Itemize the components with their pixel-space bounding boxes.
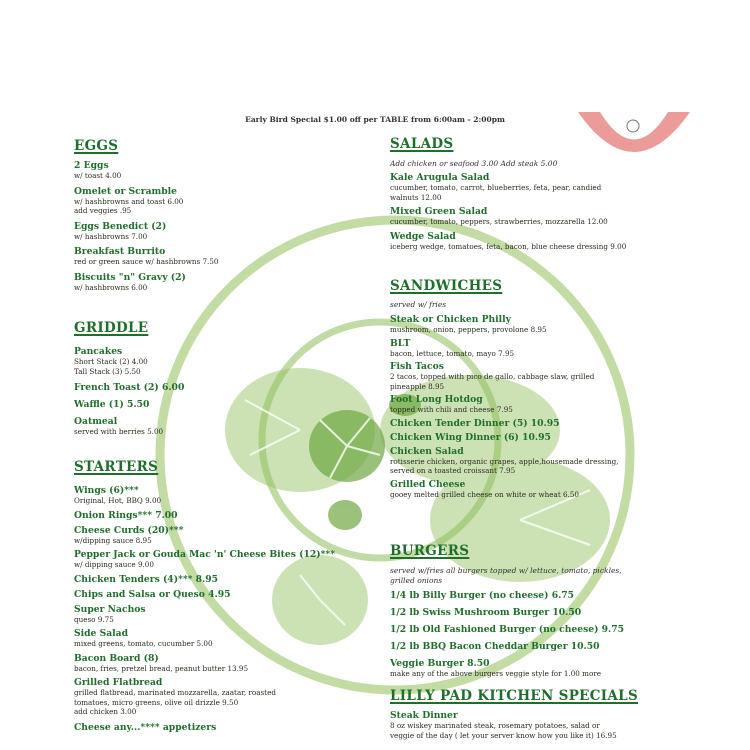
menu-item-name: Steak Dinner — [390, 710, 458, 721]
starters-items — [74, 485, 374, 733]
menu-item-description — [74, 536, 374, 546]
menu-item-description — [390, 242, 690, 252]
description-line: served with berries 5.00 — [74, 427, 164, 436]
menu-item — [74, 510, 374, 521]
section-starters — [74, 459, 158, 475]
menu-item — [74, 382, 374, 393]
menu-item-name: Chicken Tender Dinner (5) 10.95 — [390, 417, 560, 429]
description-line: cucumber, tomato, carrot, blueberries, feta, pear, candied — [390, 183, 602, 192]
menu-item-name: French Toast (2) 6.00 — [74, 382, 185, 393]
menu-item — [74, 186, 374, 216]
menu-item-description — [74, 688, 374, 717]
menu-item — [390, 624, 690, 635]
description-line: w/ hashbrowns 7.00 — [74, 231, 148, 241]
menu-item-name: Pepper Jack or Gouda Mac 'n' Cheese Bites (12)*** — [74, 549, 336, 560]
description-line: bacon, fries, pretzel bread, peanut butter 13.95 — [74, 663, 249, 673]
menu-item-name: Kale Arugula Salad — [390, 172, 490, 183]
menu-item-name: Bacon Board (8) — [74, 652, 159, 664]
menu-item-name: Pancakes — [74, 346, 123, 357]
section-title: SANDWICHES — [390, 278, 503, 294]
section-salads — [390, 136, 453, 152]
menu-item-name: 1/4 lb Billy Burger (no cheese) 6.75 — [390, 590, 575, 601]
section-griddle — [74, 320, 148, 336]
menu-item-description — [74, 357, 374, 376]
menu-item — [74, 549, 374, 570]
description-line: Tall Stack (3) 5.50 — [74, 366, 141, 376]
menu-item — [74, 246, 374, 267]
menu-item — [390, 418, 690, 429]
menu-item-name: Fish Tacos — [390, 361, 444, 372]
menu-item-description — [74, 197, 374, 216]
menu-item — [74, 722, 374, 733]
menu-item — [390, 479, 690, 500]
menu-item-name: Wedge Salad — [390, 230, 456, 242]
menu-item-name: Breakfast Burrito — [74, 246, 166, 257]
menu-item — [390, 432, 690, 443]
menu-item-description — [74, 427, 374, 437]
menu-item-name: Waffle (1) 5.50 — [74, 399, 150, 410]
menu-item-name: Side Salad — [74, 628, 129, 639]
description-line: tomatoes, micro greens, olive oil drizzle 9.50 — [74, 697, 239, 707]
description-line: mushroom, onion, peppers, provolone 8.95 — [390, 325, 547, 334]
menu-item-name: Foot Long Hotdog — [390, 394, 483, 405]
section-specials — [390, 688, 638, 704]
menu-item-name: Cheese Curds (20)*** — [74, 524, 184, 536]
description-line: w/ hashbrowns 6.00 — [74, 282, 148, 292]
specials-items — [390, 710, 690, 740]
menu-item — [74, 604, 374, 625]
menu-item — [390, 658, 690, 679]
menu-item-description — [390, 490, 690, 500]
description-line: Original, Hot, BBQ 9.00 — [74, 496, 162, 505]
sandwiches-note: served w/ fries — [390, 300, 447, 309]
menu-item-name: Cheese any...**** appetizers — [74, 721, 217, 733]
description-line: Short Stack (2) 4.00 — [74, 357, 148, 366]
menu-item — [74, 416, 374, 437]
description-line: pineapple 8.95 — [390, 381, 445, 391]
description-line: add veggies .95 — [74, 206, 132, 215]
menu-item-name: BLT — [390, 337, 411, 349]
description-line: served on a toasted croissant 7.95 — [390, 466, 516, 475]
menu-item-description — [74, 257, 374, 267]
menu-item-description — [74, 171, 374, 181]
description-line: grilled flatbread, marinated mozzarella, zaatar, roasted — [74, 688, 276, 697]
menu-item-name: Oatmeal — [74, 416, 118, 427]
description-line: w/ toast 4.00 — [74, 171, 122, 180]
description-line: w/ hashbrowns and toast 6.00 — [74, 196, 184, 206]
menu-item-name: Omelet or Scramble — [74, 185, 178, 197]
description-line: walnuts 12.00 — [390, 192, 442, 202]
section-title: STARTERS — [74, 459, 159, 475]
description-line: red or green sauce w/ hashbrowns 7.50 — [74, 257, 219, 266]
menu-item — [74, 677, 374, 717]
section-title: EGGS — [74, 138, 119, 154]
menu-item — [390, 206, 690, 227]
menu-item-name: Onion Rings*** 7.00 — [74, 509, 178, 521]
menu-item — [390, 641, 690, 652]
menu-item — [74, 221, 374, 242]
menu-item-name: Chicken Wing Dinner (6) 10.95 — [390, 431, 551, 443]
menu-item-name: Grilled Cheese — [390, 478, 466, 490]
burgers-items — [390, 590, 690, 679]
burgers-note-line: served w/fries all burgers topped w/ lettuce, tomato, pickles, — [390, 566, 622, 575]
menu-item-description — [390, 372, 690, 391]
description-line: iceberg wedge, tomatoes, feta, bacon, blue cheese dressing 9.00 — [390, 241, 627, 251]
menu-item-name: 1/2 lb BBQ Bacon Cheddar Burger 10.50 — [390, 641, 600, 652]
section-title: GRIDDLE — [74, 320, 149, 336]
description-line: topped with chili and cheese 7.95 — [390, 405, 513, 414]
menu-item-description — [390, 183, 690, 202]
menu-item — [74, 160, 374, 181]
early-bird-banner: Early Bird Special $1.00 off per TABLE from 6:00am - 2:00pm — [245, 115, 505, 124]
menu-item-description — [74, 496, 374, 506]
menu-item-name: Grilled Flatbread — [74, 677, 163, 688]
menu-item — [74, 485, 374, 506]
menu-item — [390, 607, 690, 618]
griddle-items — [74, 346, 374, 437]
menu-item-name: Eggs Benedict (2) — [74, 220, 167, 232]
section-burgers — [390, 543, 469, 559]
menu-item — [390, 231, 690, 252]
menu-item-description — [390, 325, 690, 335]
menu-item — [74, 574, 374, 585]
menu-item-description — [390, 721, 690, 740]
menu-item-name: Steak or Chicken Philly — [390, 314, 511, 325]
salads-note: Add chicken or seafood 3.00 Add steak 5.00 — [390, 159, 558, 168]
menu-item-description — [390, 349, 690, 359]
menu-item — [74, 653, 374, 674]
menu-item-description — [74, 615, 374, 625]
menu-item — [390, 172, 690, 202]
salads-items — [390, 172, 690, 251]
description-line: cucumber, tomato, peppers, strawberries, mozzarella 12.00 — [390, 217, 608, 226]
description-line: 8 oz wiskey marinated steak, rosemary potatoes, salad or — [390, 721, 600, 730]
menu-item-description — [74, 560, 374, 570]
section-title: SALADS — [390, 136, 454, 152]
menu-item-description — [74, 664, 374, 674]
sandwiches-items — [390, 314, 690, 499]
menu-item-name: Veggie Burger 8.50 — [390, 658, 490, 669]
menu-item-description — [74, 639, 374, 649]
description-line: bacon, lettuce, tomato, mayo 7.95 — [390, 348, 515, 358]
description-line: gooey melted grilled cheese on white or wheat 6.50 — [390, 489, 580, 499]
description-line: queso 9.75 — [74, 614, 114, 624]
menu-item — [74, 628, 374, 649]
menu-item — [390, 590, 690, 601]
menu-item — [74, 399, 374, 410]
menu-item — [390, 710, 690, 740]
section-eggs — [74, 138, 118, 154]
menu-item-name: Biscuits "n" Gravy (2) — [74, 271, 186, 283]
menu-item — [390, 394, 690, 415]
description-line: w/dipping sauce 8.95 — [74, 535, 152, 545]
menu-item-name: 1/2 lb Old Fashioned Burger (no cheese) 9.75 — [390, 624, 625, 635]
menu-item — [74, 346, 374, 376]
menu-item-name: Wings (6)*** — [74, 485, 139, 496]
menu-item-description — [74, 283, 374, 293]
menu-item-description — [390, 217, 690, 227]
menu-item — [74, 525, 374, 546]
description-line: w/ dipping sauce 9.00 — [74, 560, 154, 569]
menu-item — [390, 314, 690, 335]
burgers-note — [390, 566, 622, 585]
menu-item-description — [390, 405, 690, 415]
menu-item-name: Chicken Salad — [390, 445, 464, 457]
menu-item-name: Chips and Salsa or Queso 4.95 — [74, 588, 231, 600]
description-line: mixed greens, tomato, cucumber 5.00 — [74, 639, 213, 648]
menu-item — [390, 361, 690, 391]
menu-item-name: Super Nachos — [74, 603, 146, 615]
menu-item-description — [74, 232, 374, 242]
section-title: LILLY PAD KITCHEN SPECIALS — [390, 688, 639, 704]
section-title: BURGERS — [390, 543, 470, 559]
menu-item — [390, 338, 690, 359]
menu-item-description — [390, 669, 690, 679]
menu-item-name: 1/2 lb Swiss Mushroom Burger 10.50 — [390, 607, 582, 618]
menu-item — [74, 272, 374, 293]
eggs-items — [74, 160, 374, 292]
menu-item-name: Chicken Tenders (4)*** 8.95 — [74, 573, 219, 585]
menu-item-description — [390, 457, 690, 476]
menu-item-name: 2 Eggs — [74, 160, 109, 171]
section-sandwiches — [390, 278, 502, 294]
menu-item — [390, 446, 690, 476]
description-line: 2 tacos, topped with pico de gallo, cabbage slaw, grilled — [390, 372, 595, 381]
description-line: add chicken 3.00 — [74, 707, 137, 716]
menu-item — [74, 589, 374, 600]
description-line: veggie of the day ( let your server know how you like it) 16.95 — [390, 730, 617, 740]
description-line: make any of the above burgers veggie style for 1.00 more — [390, 669, 601, 678]
menu-item-name: Mixed Green Salad — [390, 206, 488, 217]
burgers-note-line: grilled onions — [390, 575, 443, 585]
description-line: rotisserie chicken, organic grapes, apple,housemade dressing, — [390, 456, 619, 466]
